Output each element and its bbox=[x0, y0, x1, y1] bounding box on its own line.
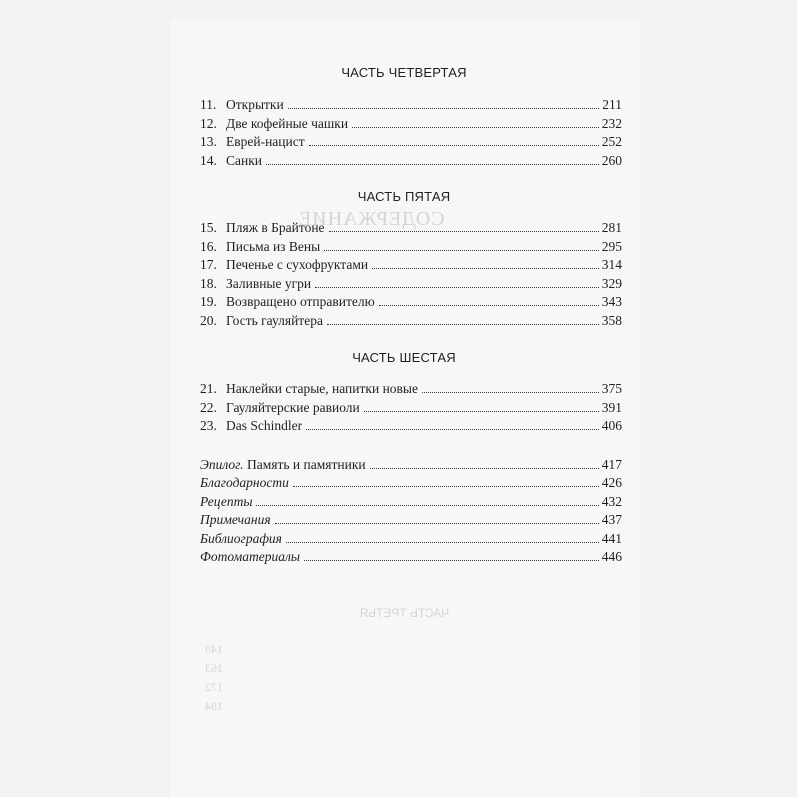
page-number: 432 bbox=[601, 493, 622, 509]
toc-entry bbox=[200, 152, 622, 171]
dot-leader bbox=[275, 522, 599, 524]
chapter-title: Возвращено отправителю bbox=[226, 294, 375, 309]
toc-entry bbox=[200, 115, 622, 134]
dot-leader bbox=[372, 267, 599, 269]
dot-leader bbox=[293, 485, 599, 487]
chapter-number: 20. bbox=[200, 312, 217, 328]
chapter-number: 21. bbox=[200, 381, 217, 396]
dot-leader bbox=[379, 304, 599, 306]
page-number: 260 bbox=[601, 152, 622, 168]
chapter-number: 16. bbox=[200, 238, 217, 254]
entry-title: Рецепты bbox=[200, 493, 253, 509]
chapter-number: 17. bbox=[200, 257, 217, 272]
chapter-title: Печенье с сухофруктами bbox=[226, 257, 369, 272]
dot-leader bbox=[315, 286, 599, 288]
page-number: 343 bbox=[601, 294, 622, 309]
toc-entry bbox=[200, 312, 622, 331]
entry-title-italic: Эпилог. bbox=[200, 456, 244, 472]
dot-leader bbox=[422, 391, 599, 393]
page-number: 375 bbox=[601, 381, 622, 396]
chapter-number: 15. bbox=[200, 220, 217, 235]
show-through-page-number: 172 bbox=[205, 680, 223, 694]
toc-entry bbox=[200, 380, 622, 399]
page-number: 441 bbox=[601, 530, 622, 546]
toc-entry-acknowledgements bbox=[200, 474, 622, 493]
show-through-heading: СОДЕРЖАНИЕ bbox=[298, 208, 445, 230]
chapter-number: 19. bbox=[200, 294, 217, 309]
toc-entry bbox=[200, 219, 622, 238]
dot-leader bbox=[306, 428, 599, 430]
dot-leader bbox=[309, 144, 599, 146]
dot-leader bbox=[370, 467, 599, 469]
dot-leader bbox=[304, 559, 599, 561]
chapter-title: Пляж в Брайтоне bbox=[226, 220, 325, 235]
dot-leader bbox=[352, 126, 599, 128]
part-title: ЧАСТЬ ШЕСТАЯ bbox=[352, 350, 456, 365]
show-through-page-number: 163 bbox=[205, 661, 223, 675]
chapter-title: Открытки bbox=[226, 97, 284, 112]
toc-entry-notes bbox=[200, 511, 622, 530]
dot-leader bbox=[329, 230, 599, 232]
chapter-title: Заливные угри bbox=[226, 275, 312, 291]
dot-leader bbox=[256, 504, 598, 506]
toc-entry bbox=[200, 238, 622, 257]
table-of-contents bbox=[200, 64, 622, 567]
page-number: 329 bbox=[601, 275, 622, 291]
page-number: 232 bbox=[601, 115, 622, 131]
entry-title: Библиография bbox=[200, 530, 282, 546]
entry-title: Примечания bbox=[200, 512, 271, 527]
dot-leader bbox=[364, 410, 599, 412]
page-number: 314 bbox=[601, 257, 622, 272]
chapter-title: Гость гауляйтера bbox=[226, 312, 323, 328]
chapter-number: 13. bbox=[200, 134, 217, 149]
page-number: 358 bbox=[601, 312, 622, 328]
toc-entry-photos bbox=[200, 548, 622, 567]
dot-leader bbox=[324, 249, 599, 251]
page-number: 417 bbox=[601, 456, 622, 472]
entry-title bbox=[200, 456, 366, 475]
chapter-title: Письма из Вены bbox=[226, 238, 321, 254]
entry-title: Благодарности bbox=[200, 475, 289, 490]
entry-title-rest: Память и памятники bbox=[243, 456, 366, 472]
page-number: 426 bbox=[601, 475, 622, 490]
chapter-title: Гауляйтерские равиоли bbox=[226, 399, 360, 415]
page-number: 406 bbox=[601, 418, 622, 433]
chapter-number: 11. bbox=[200, 97, 217, 112]
show-through-page-number: 184 bbox=[205, 699, 223, 713]
dot-leader bbox=[288, 107, 600, 109]
chapter-number: 23. bbox=[200, 418, 217, 433]
page-number: 211 bbox=[602, 97, 622, 112]
chapter-number: 12. bbox=[200, 115, 217, 131]
toc-entry bbox=[200, 96, 622, 115]
chapter-title: Еврей-нацист bbox=[226, 134, 305, 149]
part-title: ЧАСТЬ ПЯТАЯ bbox=[357, 189, 451, 204]
chapter-number: 14. bbox=[200, 152, 217, 168]
chapter-title: Две кофейные чашки bbox=[226, 115, 349, 131]
toc-entry-bibliography bbox=[200, 530, 622, 549]
page-number: 446 bbox=[601, 549, 622, 564]
toc-entry-epilogue bbox=[200, 456, 622, 475]
dot-leader bbox=[327, 323, 599, 325]
chapter-number: 22. bbox=[200, 399, 217, 415]
page-number: 391 bbox=[601, 399, 622, 415]
page-number: 437 bbox=[601, 512, 622, 527]
page-number: 281 bbox=[601, 220, 622, 235]
chapter-title: Das Schindler bbox=[226, 418, 303, 433]
chapter-title: Наклейки старые, напитки новые bbox=[226, 381, 418, 396]
toc-entry-recipes bbox=[200, 493, 622, 512]
show-through-part-title: ЧАСТЬ ТРЕТЬЯ bbox=[360, 606, 450, 620]
chapter-number: 18. bbox=[200, 275, 217, 291]
show-through-page-number: 149 bbox=[205, 642, 223, 656]
toc-entry bbox=[200, 275, 622, 294]
chapter-title: Санки bbox=[226, 152, 263, 168]
page-number: 252 bbox=[601, 134, 622, 149]
entry-title: Фотоматериалы bbox=[200, 549, 300, 564]
part-title: ЧАСТЬ ЧЕТВЕРТАЯ bbox=[341, 65, 467, 80]
toc-entry bbox=[200, 399, 622, 418]
dot-leader bbox=[266, 163, 599, 165]
page-number: 295 bbox=[601, 238, 622, 254]
toc-entry bbox=[200, 293, 622, 312]
toc-entry bbox=[200, 133, 622, 152]
toc-entry bbox=[200, 256, 622, 275]
toc-entry bbox=[200, 417, 622, 436]
dot-leader bbox=[286, 541, 599, 543]
